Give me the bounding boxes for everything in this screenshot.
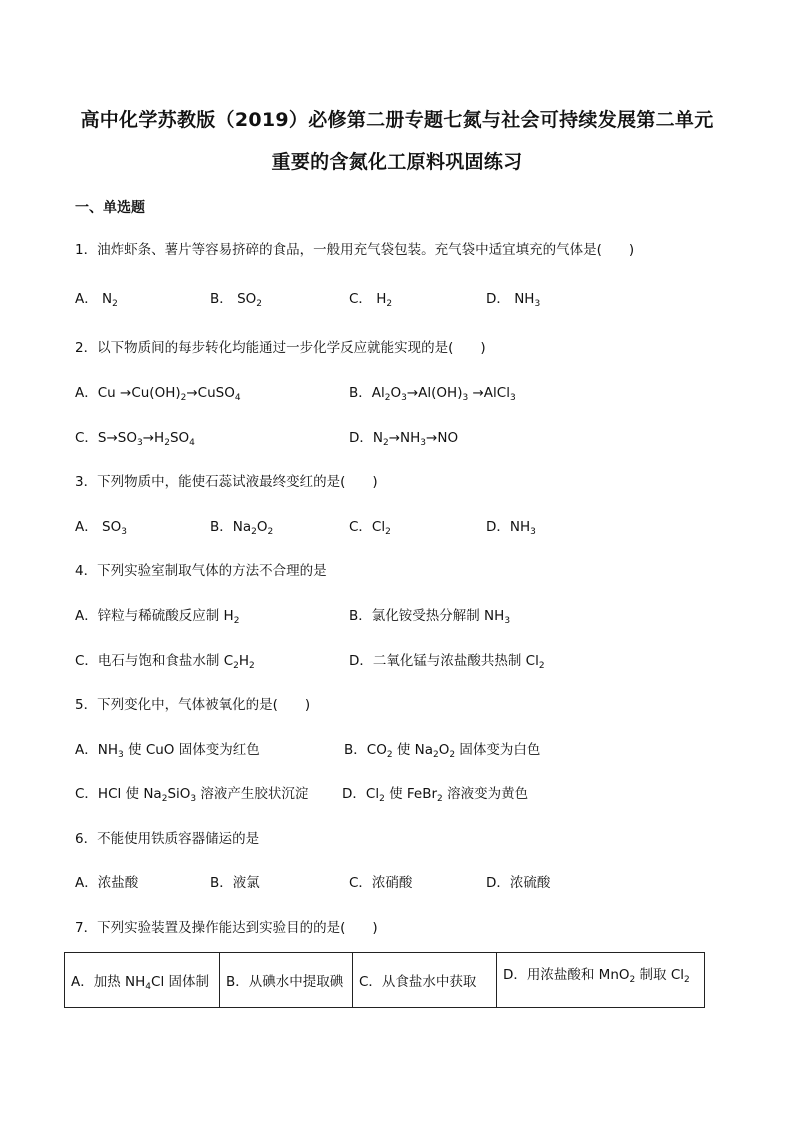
q4-option-c[interactable]: C．电石与饱和食盐水制 $C_2H_2$ xyxy=(75,653,255,671)
title-line-2: 重要的含氮化工原料巩固练习 xyxy=(271,151,523,173)
q4-stem: 4．下列实验室制取气体的方法不合理的是 xyxy=(75,563,327,579)
q5-stem: 5．下列变化中，气体被氧化的是( ) xyxy=(75,697,311,713)
q7-option-c[interactable]: C．从食盐水中获取 xyxy=(353,953,497,1008)
q2-stem: 2．以下物质间的每步转化均能通过一步化学反应就能实现的是( ) xyxy=(75,340,486,356)
q6-stem: 6．不能使用铁质容器储运的是 xyxy=(75,831,260,847)
q5-option-c[interactable]: C．HCl 使 $Na_2SiO_3$ 溶液产生胶状沉淀 xyxy=(75,786,309,804)
q5-option-b[interactable]: B．$CO_2$ 使 $Na_2O_2$ 固体变为白色 xyxy=(344,742,541,760)
title-line-1: 高中化学苏教版（2019）必修第二册专题七氮与社会可持续发展第二单元 xyxy=(80,109,714,131)
q3-option-a[interactable]: A． $SO_3$ xyxy=(75,519,127,537)
q7-option-d[interactable]: D．用浓盐酸和 MnO$_2$ 制取 $Cl_2$ xyxy=(497,953,705,1008)
q6-option-c[interactable]: C．浓硝酸 xyxy=(349,875,413,891)
q7-stem: 7．下列实验装置及操作能达到实验目的的是( ) xyxy=(75,920,378,936)
q4-option-d[interactable]: D．二氧化锰与浓盐酸共热制 $Cl_2$ xyxy=(349,653,545,671)
q4-option-a[interactable]: A．锌粒与稀硫酸反应制 $H_2$ xyxy=(75,608,240,626)
q1-option-d[interactable]: D． $NH_3$ xyxy=(486,291,541,309)
q6-option-a[interactable]: A．浓盐酸 xyxy=(75,875,139,891)
q4-option-b[interactable]: B．氯化铵受热分解制 $NH_3$ xyxy=(349,608,511,626)
q1-option-c[interactable]: C． $H_2$ xyxy=(349,291,393,309)
q3-option-d[interactable]: D．$NH_3$ xyxy=(486,519,536,537)
q1-stem: 1．油炸虾条、薯片等容易挤碎的食品，一般用充气袋包装。充气袋中适宜填充的气体是( ) xyxy=(75,242,635,258)
q1-option-a[interactable]: A． $N_2$ xyxy=(75,291,118,309)
q1-option-b[interactable]: B． $SO_2$ xyxy=(210,291,262,309)
q5-option-d[interactable]: D．$Cl_2$ 使 FeBr$_2$ 溶液变为黄色 xyxy=(342,786,529,804)
q3-option-c[interactable]: C．$Cl_2$ xyxy=(349,519,391,537)
q2-option-c[interactable]: C．$S\to SO_3\to H_2SO_4$ xyxy=(75,430,195,448)
q2-option-a[interactable]: A．$Cu \to Cu(OH)_2\to CuSO_4$ xyxy=(75,385,241,403)
q6-option-b[interactable]: B．液氯 xyxy=(210,875,260,891)
q7-option-a[interactable]: A．加热 $NH_4Cl$ 固体制 xyxy=(65,953,220,1008)
q2-option-b[interactable]: B．$Al_2O_3\to Al(OH)_3$ →AlCl$_3$ xyxy=(349,385,516,403)
q7-option-b[interactable]: B．从碘水中提取碘 xyxy=(220,953,353,1008)
section-heading: 一、单选题 xyxy=(75,200,145,216)
q2-option-d[interactable]: D．$N_2\to NH_3\to NO$ xyxy=(349,430,459,448)
q6-option-d[interactable]: D．浓硫酸 xyxy=(486,875,551,891)
q5-option-a[interactable]: A．$NH_3$ 使 CuO 固体变为红色 xyxy=(75,742,260,760)
q3-option-b[interactable]: B．$Na_2O_2$ xyxy=(210,519,274,537)
q3-stem: 3．下列物质中，能使石蕊试液最终变红的是( ) xyxy=(75,474,378,490)
q7-options-table xyxy=(64,952,705,1008)
